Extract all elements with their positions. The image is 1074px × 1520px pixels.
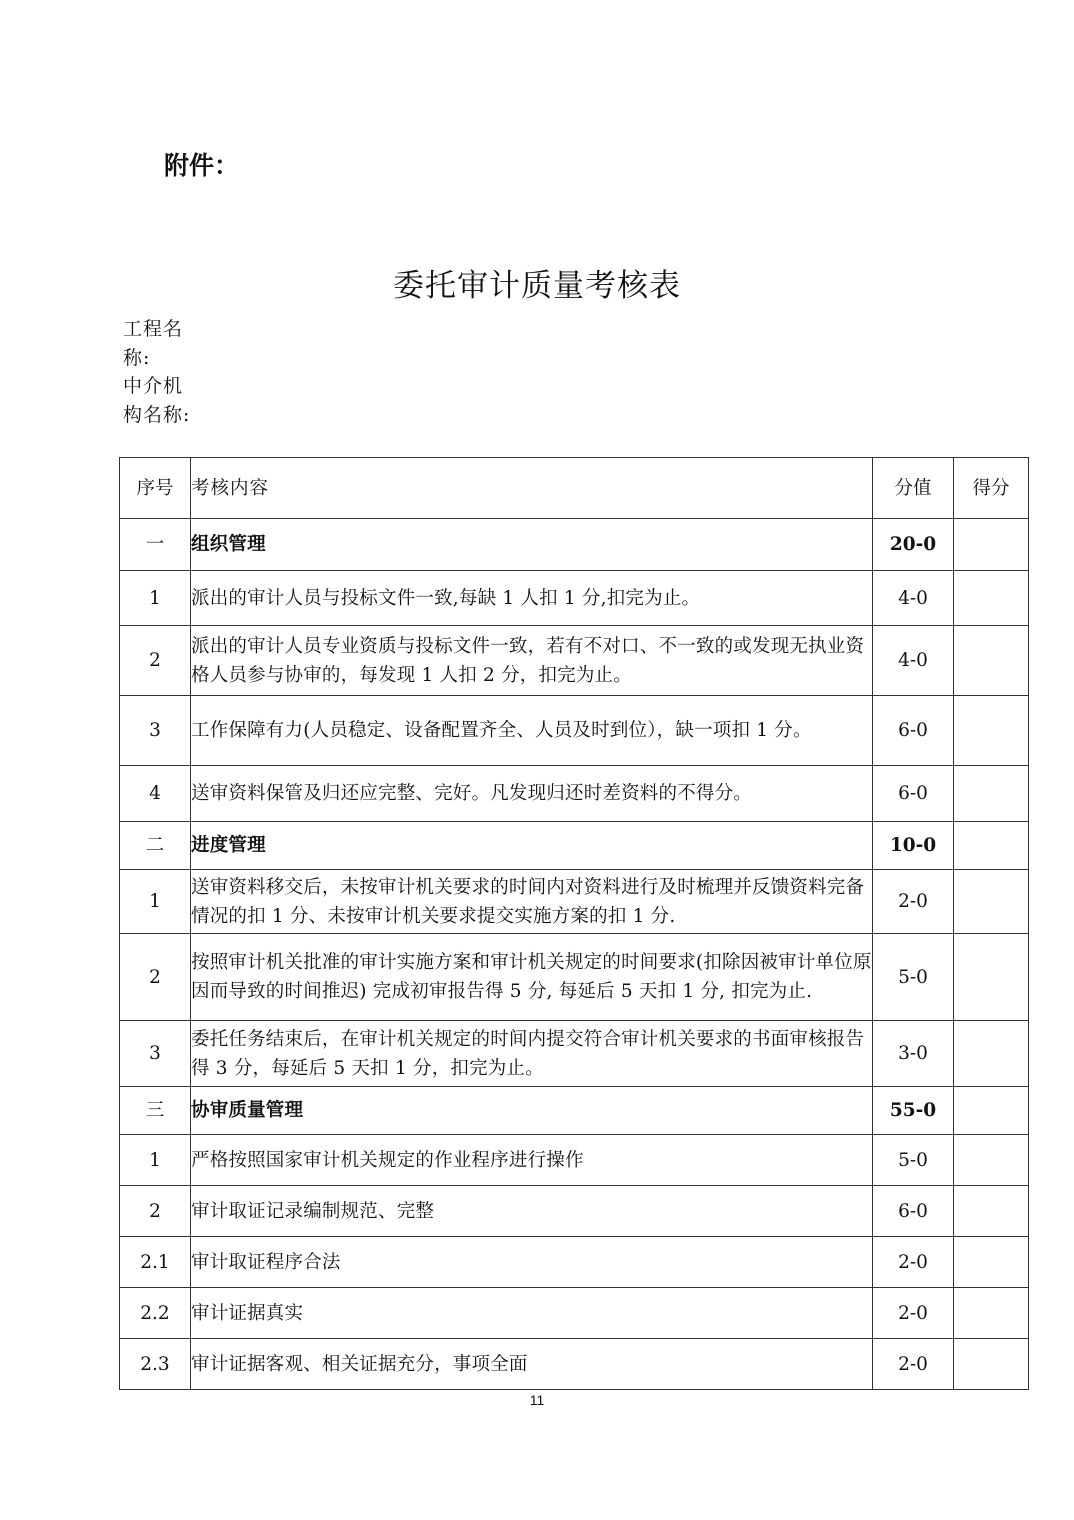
page-number: 11	[529, 1392, 545, 1408]
row-no: 2	[120, 626, 191, 696]
table-row	[120, 934, 1029, 1021]
row-value: 5-0	[873, 1135, 954, 1186]
row-content: 组织管理	[191, 519, 873, 571]
document-title: 委托审计质量考核表	[393, 268, 681, 304]
row-score-cell[interactable]	[954, 1339, 1029, 1390]
row-value: 4-0	[873, 626, 954, 696]
row-no: 二	[120, 822, 191, 870]
row-content: 派出的审计人员与投标文件一致,每缺 1 人扣 1 分,扣完为止。	[191, 571, 873, 626]
row-score-cell[interactable]	[954, 626, 1029, 696]
table-row	[120, 696, 1029, 766]
row-value: 6-0	[873, 696, 954, 766]
row-no: 1	[120, 870, 191, 934]
row-score-cell[interactable]	[954, 1087, 1029, 1135]
project-name-label: 工程名称:	[123, 318, 184, 369]
agency-name-label: 中介机构名称:	[123, 375, 191, 426]
table-row	[120, 1288, 1029, 1339]
table-row	[120, 1186, 1029, 1237]
row-content: 委托任务结束后，在审计机关规定的时间内提交符合审计机关要求的书面审核报告得 3 分，每延后 5 天扣 1 分，扣完为止。	[191, 1021, 873, 1087]
row-score-cell[interactable]	[954, 1288, 1029, 1339]
table-row	[120, 1021, 1029, 1087]
header-content: 考核内容	[191, 458, 873, 519]
table-row	[120, 766, 1029, 822]
row-score-cell[interactable]	[954, 822, 1029, 870]
row-no: 2	[120, 934, 191, 1021]
table-row	[120, 519, 1029, 571]
row-value: 5-0	[873, 934, 954, 1021]
row-score-cell[interactable]	[954, 1186, 1029, 1237]
row-value: 2-0	[873, 870, 954, 934]
row-score-cell[interactable]	[954, 1021, 1029, 1087]
row-value: 3-0	[873, 1021, 954, 1087]
attachment-label: 附件：	[164, 151, 240, 180]
row-content: 协审质量管理	[191, 1087, 873, 1135]
row-content: 审计取证记录编制规范、完整	[191, 1186, 873, 1237]
row-value: 55-0	[873, 1087, 954, 1135]
table-row	[120, 1135, 1029, 1186]
row-content: 送审资料移交后，未按审计机关要求的时间内对资料进行及时梳理并反馈资料完备情况的扣 1 分、未按审计机关要求提交实施方案的扣 1 分.	[191, 870, 873, 934]
row-value: 2-0	[873, 1288, 954, 1339]
row-score-cell[interactable]	[954, 696, 1029, 766]
row-score-cell[interactable]	[954, 1135, 1029, 1186]
row-content: 工作保障有力(人员稳定、设备配置齐全、人员及时到位），缺一项扣 1 分。	[191, 696, 873, 766]
row-content: 审计取证程序合法	[191, 1237, 873, 1288]
row-value: 6-0	[873, 1186, 954, 1237]
row-content: 送审资料保管及归还应完整、完好。凡发现归还时差资料的不得分。	[191, 766, 873, 822]
table-row	[120, 1339, 1029, 1390]
row-no: 2.2	[120, 1288, 191, 1339]
row-value: 10-0	[873, 822, 954, 870]
row-score-cell[interactable]	[954, 1237, 1029, 1288]
row-value: 2-0	[873, 1339, 954, 1390]
row-value: 4-0	[873, 571, 954, 626]
row-score-cell[interactable]	[954, 571, 1029, 626]
row-score-cell[interactable]	[954, 934, 1029, 1021]
row-value: 6-0	[873, 766, 954, 822]
header-no: 序号	[120, 458, 191, 519]
row-content: 审计证据真实	[191, 1288, 873, 1339]
row-score-cell[interactable]	[954, 519, 1029, 571]
table-row	[120, 870, 1029, 934]
table-row	[120, 1087, 1029, 1135]
row-content: 按照审计机关批准的审计实施方案和审计机关规定的时间要求(扣除因被审计单位原因而导致的时间推迟) 完成初审报告得 5 分, 每延后 5 天扣 1 分, 扣完为止.	[191, 934, 873, 1021]
header-value: 分值	[873, 458, 954, 519]
table-header-row	[120, 458, 1029, 519]
row-no: 2.3	[120, 1339, 191, 1390]
table-row	[120, 1237, 1029, 1288]
row-no: 1	[120, 571, 191, 626]
row-no: 3	[120, 696, 191, 766]
row-value: 20-0	[873, 519, 954, 571]
table-row	[120, 822, 1029, 870]
row-value: 2-0	[873, 1237, 954, 1288]
row-no: 1	[120, 1135, 191, 1186]
row-no: 2	[120, 1186, 191, 1237]
row-content: 进度管理	[191, 822, 873, 870]
row-content: 严格按照国家审计机关规定的作业程序进行操作	[191, 1135, 873, 1186]
header-score: 得分	[954, 458, 1029, 519]
row-content: 审计证据客观、相关证据充分，事项全面	[191, 1339, 873, 1390]
table-row	[120, 571, 1029, 626]
row-content: 派出的审计人员专业资质与投标文件一致，若有不对口、不一致的或发现无执业资格人员参与协审的，每发现 1 人扣 2 分，扣完为止。	[191, 626, 873, 696]
row-no: 4	[120, 766, 191, 822]
row-no: 一	[120, 519, 191, 571]
row-score-cell[interactable]	[954, 766, 1029, 822]
table-row	[120, 626, 1029, 696]
row-no: 3	[120, 1021, 191, 1087]
row-score-cell[interactable]	[954, 870, 1029, 934]
assessment-table	[119, 457, 1029, 1390]
row-no: 三	[120, 1087, 191, 1135]
row-no: 2.1	[120, 1237, 191, 1288]
